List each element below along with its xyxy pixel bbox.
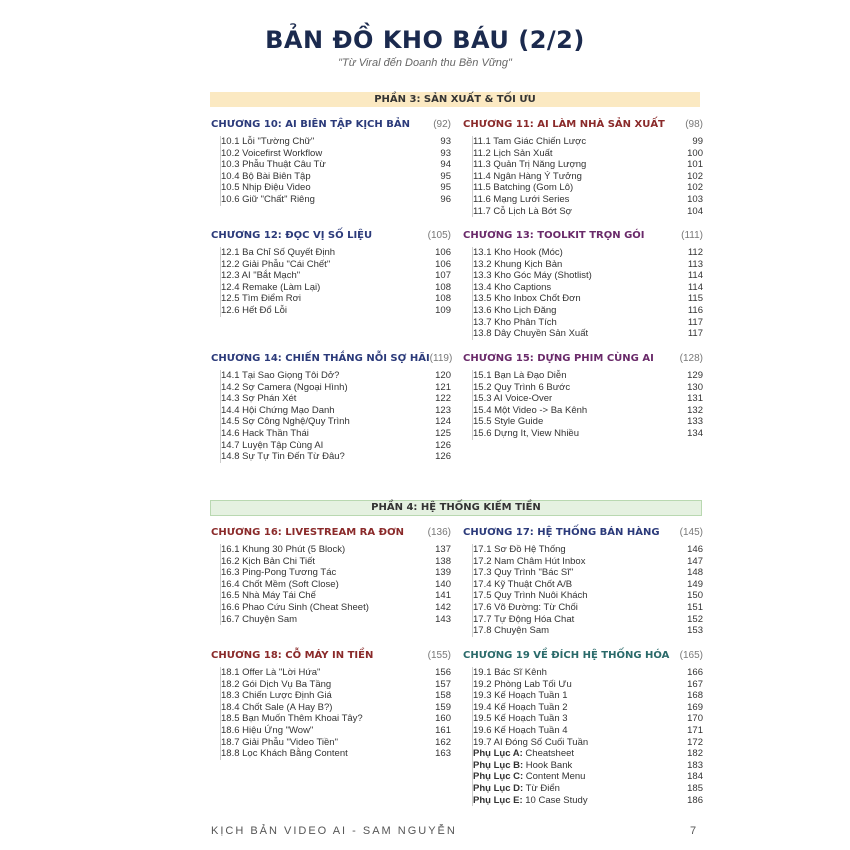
- section-item: [473, 667, 703, 679]
- section-item: [473, 725, 703, 737]
- section-item: [473, 556, 703, 568]
- section-title: 16.2 Kịch Bản Chi Tiết: [221, 555, 315, 567]
- section-item: [473, 194, 703, 206]
- section-item: [221, 270, 451, 282]
- section-item: [221, 748, 451, 760]
- section-page: 114: [687, 270, 703, 282]
- section-page: 104: [687, 205, 703, 217]
- section-item: [221, 416, 451, 428]
- section-title: 14.8 Sự Tự Tin Đến Từ Đâu?: [221, 451, 345, 463]
- section-item: [473, 247, 703, 259]
- section-title: 10.6 Giữ "Chất" Riêng: [221, 193, 315, 205]
- section-item: [473, 679, 703, 691]
- section-page: 117: [687, 328, 703, 340]
- chapter-page: (136): [427, 527, 451, 538]
- section-title: 15.1 Bạn Là Đạo Diễn: [473, 370, 567, 381]
- chapter-19: [463, 650, 703, 806]
- section-page: 126: [435, 439, 451, 451]
- section-item: [473, 293, 703, 305]
- chapter-heading: [211, 650, 451, 661]
- section-list: [472, 544, 703, 637]
- section-title: 13.8 Dây Chuyền Sản Xuất: [473, 328, 589, 340]
- section-title: 17.7 Tự Động Hóa Chat: [473, 613, 575, 625]
- section-title: 10.4 Bộ Bài Biên Tập: [221, 170, 311, 182]
- chapter-title: CHƯƠNG 17: HỆ THỐNG BÁN HÀNG: [463, 527, 660, 538]
- section-title: 16.4 Chốt Mềm (Soft Close): [221, 578, 339, 590]
- section-page: 151: [687, 601, 703, 613]
- section-title: 18.2 Gói Dịch Vụ Ba Tầng: [221, 678, 332, 690]
- section-page: 126: [435, 451, 451, 463]
- section-page: 96: [440, 193, 451, 205]
- section-page: 120: [435, 370, 451, 381]
- section-item: [221, 259, 451, 271]
- section-item: [473, 702, 703, 714]
- section-item: [221, 293, 451, 305]
- page-title: BẢN ĐỒ KHO BÁU (2/2): [265, 26, 585, 54]
- section-title: 11.3 Quản Trị Năng Lượng: [473, 159, 587, 171]
- section-page: 182: [687, 748, 703, 760]
- section-page: 93: [440, 136, 451, 147]
- section-title: 14.5 Sợ Công Nghệ/Quy Trình: [221, 416, 350, 428]
- section-title: 15.3 AI Voice-Over: [473, 393, 553, 405]
- section-page: 134: [687, 427, 703, 439]
- section-title: 14.7 Luyện Tập Cùng AI: [221, 439, 324, 451]
- section-item: [473, 567, 703, 579]
- section-item: [221, 182, 451, 194]
- section-title: 19.4 Kế Hoạch Tuần 2: [473, 701, 568, 713]
- section-title: 12.6 Hết Đổ Lỗi: [221, 304, 288, 316]
- section-title: 18.3 Chiến Lược Định Giá: [221, 690, 332, 702]
- section-title: 11.7 Cỗ Lịch Là Bớt Sợ: [473, 205, 572, 217]
- section-page: 159: [435, 701, 451, 713]
- section-item: [221, 159, 451, 171]
- chapter-title: CHƯƠNG 12: ĐỌC VỊ SỐ LIỆU: [211, 230, 373, 241]
- section-title: 16.1 Khung 30 Phút (5 Block): [221, 544, 346, 555]
- section-title: 17.4 Kỹ Thuật Chốt A/B: [473, 578, 573, 590]
- section-item: [221, 305, 451, 317]
- chapter-heading: [463, 119, 703, 130]
- section-item: [473, 579, 703, 591]
- section-item: [221, 440, 451, 452]
- chapter-page: (128): [679, 353, 703, 364]
- section-item: [221, 428, 451, 440]
- section-item: [473, 690, 703, 702]
- section-item: [221, 567, 451, 579]
- chapter-title: CHƯƠNG 16: LIVESTREAM RA ĐƠN: [211, 527, 405, 538]
- section-title: 13.6 Kho Lịch Đăng: [473, 304, 557, 316]
- section-item: [473, 317, 703, 329]
- chapter-13: [463, 230, 703, 340]
- chapter-11: [463, 119, 703, 217]
- section-page: 115: [687, 293, 703, 305]
- book-footer: KỊCH BẢN VIDEO AI - SAM NGUYỄN: [211, 825, 457, 837]
- section-item: [221, 282, 451, 294]
- section-page: 100: [687, 147, 703, 159]
- section-item: [221, 405, 451, 417]
- section-page: 133: [687, 416, 703, 428]
- section-item: [473, 590, 703, 602]
- section-item: [473, 393, 703, 405]
- section-item: [221, 590, 451, 602]
- section-item: [221, 614, 451, 626]
- section-list: [220, 370, 451, 463]
- section-page: 102: [687, 170, 703, 182]
- section-page: 141: [435, 590, 451, 602]
- section-title: 11.6 Mạng Lưới Series: [473, 193, 570, 205]
- section-title: 19.1 Bác Sĩ Kênh: [473, 667, 547, 678]
- section-title: 13.5 Kho Inbox Chốt Đơn: [473, 293, 581, 305]
- section-page: 131: [687, 393, 703, 405]
- section-page: 152: [687, 613, 703, 625]
- section-title: 10.3 Phẫu Thuật Câu Từ: [221, 159, 326, 171]
- section-title: 10.5 Nhịp Điệu Video: [221, 182, 311, 194]
- chapter-heading: [463, 527, 703, 538]
- section-page: 132: [687, 404, 703, 416]
- section-title: 17.1 Sơ Đồ Hệ Thống: [473, 544, 566, 555]
- section-item: [221, 737, 451, 749]
- section-title: 17.6 Võ Đường: Từ Chối: [473, 601, 578, 613]
- section-item: [221, 713, 451, 725]
- section-page: 95: [440, 182, 451, 194]
- chapter-heading: [211, 230, 451, 241]
- chapter-page: (105): [427, 230, 451, 241]
- section-title: 11.1 Tam Giác Chiến Lược: [473, 136, 587, 147]
- section-page: 185: [687, 782, 703, 794]
- section-title: 18.6 Hiệu Ứng "Wow": [221, 724, 314, 736]
- section-page: 113: [687, 258, 703, 270]
- section-page: 160: [435, 713, 451, 725]
- section-title: 14.2 Sợ Camera (Ngoại Hình): [221, 381, 348, 393]
- section-item: [221, 579, 451, 591]
- chapter-page: (111): [681, 230, 703, 241]
- chapter-title: CHƯƠNG 11: AI LÀM NHÀ SẢN XUẤT: [463, 119, 665, 130]
- section-item: [473, 270, 703, 282]
- section-item: [473, 748, 703, 760]
- page-number: 7: [690, 825, 697, 837]
- chapter-title: CHƯƠNG 15: DỰNG PHIM CÙNG AI: [463, 353, 654, 364]
- section-item: [473, 182, 703, 194]
- section-page: 143: [435, 613, 451, 625]
- section-title: 15.2 Quy Trình 6 Bước: [473, 381, 571, 393]
- section-item: [221, 194, 451, 206]
- section-page: 171: [687, 724, 703, 736]
- section-page: 172: [687, 736, 703, 748]
- section-list: [472, 136, 703, 217]
- section-item: [473, 171, 703, 183]
- section-page: 161: [435, 724, 451, 736]
- section-title: 15.5 Style Guide: [473, 416, 544, 428]
- chapter-title: CHƯƠNG 14: CHIẾN THẮNG NỖI SỢ HÃI: [211, 353, 430, 364]
- section-item: [221, 136, 451, 148]
- section-page: 170: [687, 713, 703, 725]
- section-item: [473, 760, 703, 772]
- section-page: 116: [687, 304, 703, 316]
- section-page: 142: [435, 601, 451, 613]
- section-page: 140: [435, 578, 451, 590]
- section-page: 93: [440, 147, 451, 159]
- section-title: 18.1 Offer Là "Lời Hứa": [221, 667, 321, 678]
- section-page: 102: [687, 182, 703, 194]
- section-page: 129: [687, 370, 703, 381]
- section-page: 95: [440, 170, 451, 182]
- page-subtitle: "Từ Viral đến Doanh thu Bền Vững": [338, 57, 512, 69]
- section-item: [221, 148, 451, 160]
- section-page: 148: [687, 567, 703, 579]
- section-page: 114: [687, 281, 703, 293]
- section-title: 18.5 Bạn Muốn Thêm Khoai Tây?: [221, 713, 363, 725]
- section-title: 18.8 Lọc Khách Bằng Content: [221, 748, 348, 760]
- section-title: 16.5 Nhà Máy Tái Chế: [221, 590, 316, 602]
- section-item: [221, 602, 451, 614]
- section-page: 108: [435, 293, 451, 305]
- section-item: [473, 737, 703, 749]
- section-item: [473, 370, 703, 382]
- section-page: 138: [435, 555, 451, 567]
- section-title: 13.7 Kho Phân Tích: [473, 316, 557, 328]
- section-item: [221, 667, 451, 679]
- section-list: [220, 136, 451, 206]
- chapter-heading: [463, 230, 703, 241]
- section-item: [221, 690, 451, 702]
- section-page: 167: [687, 678, 703, 690]
- section-title: 12.4 Remake (Làm Lại): [221, 281, 321, 293]
- section-item: [221, 382, 451, 394]
- section-title: Phụ Lục A: Cheatsheet: [473, 748, 575, 760]
- section-item: [473, 625, 703, 637]
- section-item: [473, 544, 703, 556]
- section-item: [473, 206, 703, 218]
- section-page: 137: [435, 544, 451, 555]
- section-page: 117: [687, 316, 703, 328]
- section-title: Phụ Lục E: 10 Case Study: [473, 794, 588, 806]
- section-page: 163: [435, 748, 451, 760]
- section-page: 147: [687, 555, 703, 567]
- section-title: 13.4 Kho Captions: [473, 281, 552, 293]
- section-item: [473, 771, 703, 783]
- chapter-title: CHƯƠNG 19 VỀ ĐÍCH HỆ THỐNG HÓA: [463, 650, 670, 661]
- section-title: 16.7 Chuyện Sam: [221, 613, 298, 625]
- section-item: [221, 702, 451, 714]
- section-item: [473, 328, 703, 340]
- section-title: 17.8 Chuyện Sam: [473, 625, 550, 637]
- section-item: [221, 544, 451, 556]
- section-item: [473, 713, 703, 725]
- section-item: [473, 159, 703, 171]
- chapter-16: [211, 527, 451, 625]
- section-page: 150: [687, 590, 703, 602]
- section-list: [472, 370, 703, 440]
- section-item: [221, 725, 451, 737]
- section-item: [473, 136, 703, 148]
- chapter-12: [211, 230, 451, 317]
- chapter-title: CHƯƠNG 10: AI BIÊN TẬP KỊCH BẢN: [211, 119, 410, 130]
- section-title: 16.3 Ping-Pong Tương Tác: [221, 567, 337, 579]
- chapter-page: (155): [427, 650, 451, 661]
- section-list: [472, 667, 703, 806]
- section-title: 17.5 Quy Trình Nuôi Khách: [473, 590, 588, 602]
- section-item: [473, 382, 703, 394]
- section-title: 12.1 Ba Chỉ Số Quyết Định: [221, 247, 336, 258]
- chapter-15: [463, 353, 703, 440]
- chapter-14: [211, 353, 451, 463]
- chapter-heading: [211, 353, 451, 364]
- chapter-heading: [463, 353, 703, 364]
- chapter-page: (119): [429, 353, 453, 364]
- section-title: 15.4 Một Video -> Ba Kênh: [473, 404, 588, 416]
- chapter-page: (145): [679, 527, 703, 538]
- section-title: 13.3 Kho Góc Máy (Shotlist): [473, 270, 592, 282]
- chapter-heading: [463, 650, 703, 661]
- section-title: 18.4 Chốt Sale (A Hay B?): [221, 701, 333, 713]
- section-title: 19.5 Kế Hoạch Tuần 3: [473, 713, 568, 725]
- section-page: 184: [687, 771, 703, 783]
- section-item: [473, 259, 703, 271]
- section-title: 17.3 Quy Trình "Bác Sĩ": [473, 567, 574, 579]
- section-title: 11.5 Batching (Gom Lô): [473, 182, 574, 194]
- section-page: 149: [687, 578, 703, 590]
- section-page: 186: [687, 794, 703, 806]
- section-list: [220, 667, 451, 760]
- section-page: 146: [687, 544, 703, 555]
- section-title: 13.1 Kho Hook (Móc): [473, 247, 563, 258]
- section-item: [473, 305, 703, 317]
- section-page: 106: [435, 247, 451, 258]
- section-title: 15.6 Dựng It, View Nhiều: [473, 427, 579, 439]
- section-title: 10.2 Voicefirst Workflow: [221, 147, 323, 159]
- section-item: [473, 148, 703, 160]
- section-item: [221, 556, 451, 568]
- section-item: [473, 602, 703, 614]
- section-page: 106: [435, 258, 451, 270]
- section-item: [473, 405, 703, 417]
- section-title: 11.4 Ngân Hàng Ý Tưởng: [473, 170, 582, 182]
- section-page: 156: [435, 667, 451, 678]
- section-item: [473, 795, 703, 807]
- section-item: [473, 614, 703, 626]
- section-title: 19.3 Kế Hoạch Tuần 1: [473, 690, 568, 702]
- chapter-17: [463, 527, 703, 637]
- section-title: 17.2 Nam Châm Hút Inbox: [473, 555, 586, 567]
- section-title: 19.6 Kế Hoạch Tuần 4: [473, 724, 568, 736]
- section-page: 125: [435, 427, 451, 439]
- section-title: 14.3 Sợ Phán Xét: [221, 393, 297, 405]
- part-3-header: PHẦN 3: SẢN XUẤT & TỐI ƯU: [210, 92, 700, 107]
- section-page: 168: [687, 690, 703, 702]
- chapter-title: CHƯƠNG 13: TOOLKIT TRỌN GÓI: [463, 230, 645, 241]
- chapter-page: (165): [679, 650, 703, 661]
- chapter-page: (92): [433, 119, 451, 130]
- section-list: [220, 544, 451, 625]
- chapter-heading: [211, 119, 451, 130]
- section-title: 18.7 Giải Phẫu "Video Tiền": [221, 736, 338, 748]
- section-page: 158: [435, 690, 451, 702]
- section-item: [221, 247, 451, 259]
- section-title: 16.6 Phao Cứu Sinh (Cheat Sheet): [221, 601, 369, 613]
- section-page: 101: [687, 159, 703, 171]
- section-item: [221, 370, 451, 382]
- section-item: [221, 679, 451, 691]
- part-4-header: PHẦN 4: HỆ THỐNG KIẾM TIỀN: [210, 500, 702, 516]
- section-page: 153: [687, 625, 703, 637]
- section-title: 10.1 Lỗi "Tường Chữ": [221, 136, 315, 147]
- section-page: 109: [435, 304, 451, 316]
- section-page: 130: [687, 381, 703, 393]
- chapter-10: [211, 119, 451, 206]
- section-title: 12.3 AI "Bắt Mạch": [221, 270, 301, 282]
- chapter-title: CHƯƠNG 18: CỖ MÁY IN TIỀN: [211, 650, 374, 661]
- section-title: 19.7 AI Đóng Số Cuối Tuần: [473, 736, 589, 748]
- section-page: 103: [687, 193, 703, 205]
- section-title: Phụ Lục D: Từ Điển: [473, 782, 560, 794]
- section-item: [221, 171, 451, 183]
- section-page: 183: [687, 759, 703, 771]
- section-list: [220, 247, 451, 317]
- section-item: [221, 393, 451, 405]
- section-title: 19.2 Phòng Lab Tối Ưu: [473, 678, 572, 690]
- section-item: [473, 416, 703, 428]
- section-title: Phụ Lục C: Content Menu: [473, 771, 586, 783]
- section-item: [221, 451, 451, 463]
- section-page: 157: [435, 678, 451, 690]
- section-page: 169: [687, 701, 703, 713]
- section-title: 14.4 Hội Chứng Mạo Danh: [221, 404, 335, 416]
- section-page: 108: [435, 281, 451, 293]
- section-title: 14.6 Hack Thần Thái: [221, 427, 309, 439]
- section-page: 166: [687, 667, 703, 678]
- chapter-page: (98): [685, 119, 703, 130]
- section-page: 122: [435, 393, 451, 405]
- section-title: 14.1 Tại Sao Giọng Tôi Dở?: [221, 370, 340, 381]
- section-item: [473, 783, 703, 795]
- section-title: 12.5 Tìm Điểm Rơi: [221, 293, 301, 305]
- chapter-heading: [211, 527, 451, 538]
- section-page: 162: [435, 736, 451, 748]
- section-page: 121: [435, 381, 451, 393]
- section-item: [473, 282, 703, 294]
- section-page: 123: [435, 404, 451, 416]
- section-page: 112: [687, 247, 703, 258]
- section-page: 99: [692, 136, 703, 147]
- section-item: [473, 428, 703, 440]
- section-title: 12.2 Giải Phẫu "Cái Chết": [221, 258, 331, 270]
- chapter-18: [211, 650, 451, 760]
- section-title: 13.2 Khung Kịch Bản: [473, 258, 563, 270]
- section-page: 107: [435, 270, 451, 282]
- section-title: 11.2 Lịch Sản Xuất: [473, 147, 553, 159]
- section-list: [472, 247, 703, 340]
- section-page: 139: [435, 567, 451, 579]
- section-page: 124: [435, 416, 451, 428]
- section-page: 94: [440, 159, 451, 171]
- section-title: Phụ Lục B: Hook Bank: [473, 759, 573, 771]
